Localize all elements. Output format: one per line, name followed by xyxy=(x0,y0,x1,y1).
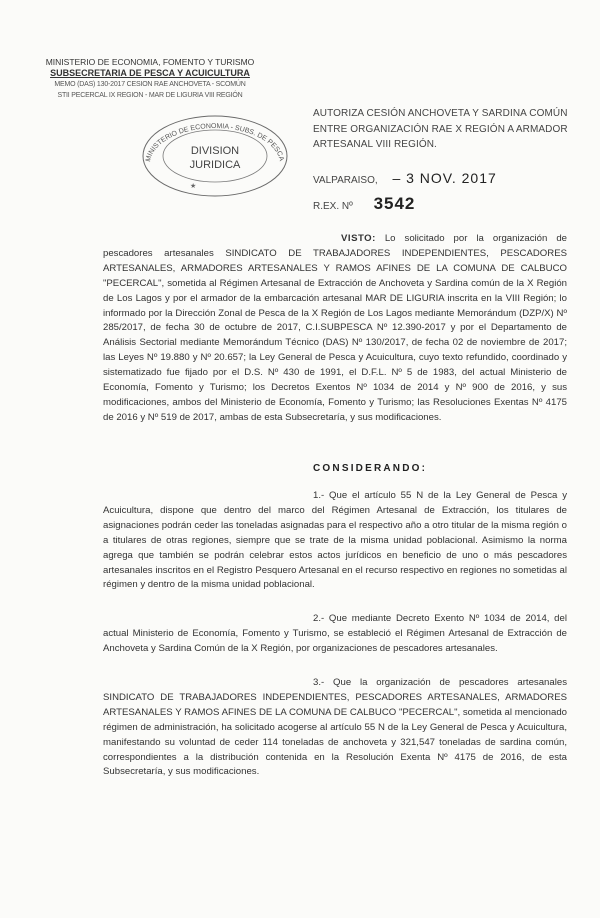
visto-paragraph xyxy=(103,232,567,426)
date-stamp: – 3 NOV. 2017 xyxy=(392,170,497,186)
resolution-number xyxy=(313,194,415,214)
visto-text: Lo solicitado por la organización de pescadores artesanales SINDICATO DE TRABAJADORES INDEPENDIENTES, PESCADORES ARTESANALES, ARMADORES ARTESANALES Y RAMOS AFINES DE LA COMUNA DE CALBUCO "PECERCAL", sometida al Régimen Artesanal de Extracción de Anchoveta y Sardina común de la X Región de Los Lagos y por el armador de la embarcación artesanal MAR DE LIGURIA inscrita en la VIII Región; lo informado por la Dirección Zonal de Pesca de la X Región de Los Lagos mediante Memorándum (DZP/X) Nº 285/2017, de fecha 30 de octubre de 2017, C.I.SUBPESCA Nº 12.390-2017 y por el Departamento de Análisis Sectorial mediante Memorándum Técnico (DAS) Nº 130/2017, de fecha 02 de noviembre de 2017; las Leyes Nº 19.880 y Nº 20.657; la Ley General de Pesca y Acuicultura, cuyo texto refundido, coordinado y sistematizado fue fijado por el D.S. Nº 430 de 1991, el D.F.L. Nº 5 de 1983, del actual Ministerio de Economía, Fomento y Turismo; los Decretos Exentos Nº 1034 de 2014 y Nº 900 de 2016, y sus modificaciones, ambos del Ministerio de Economía, Fomento y Turismo; las Resoluciones Exentas Nº 4175 de 2016 y Nº 519 de 2017, ambas de esta Subsecretaría, y sus modificaciones. xyxy=(103,233,568,423)
ministry-name: MINISTERIO DE ECONOMIA, FOMENTO Y TURISMO xyxy=(45,57,255,67)
resolution-subject: AUTORIZA CESIÓN ANCHOVETA Y SARDINA COMÚN ENTRE ORGANIZACIÓN RAE X REGIÓN A ARMADOR ARTESANAL VIII REGIÓN. xyxy=(313,108,568,150)
considerando-paragraph-3: 3.- Que la organización de pescadores artesanales SINDICATO DE TRABAJADORES INDEPENDIENTES, PESCADORES ARTESANALES, ARMADORES ARTESANALES Y RAMOS AFINES DE LA COMUNA DE CALBUCO "PECERCAL", sometida al mencionado régimen de administración, ha solicitado acogerse al artículo 55 N de la Ley General de Pesca y Acuicultura, manifestando su voluntad de ceder 114 toneladas de anchoveta y 321,547 toneladas de sardina común, correspondientes a la distribución contenida en la Resolución Exenta Nº 4175 de 2016, de esta Subsecretaría, y sus modificaciones. xyxy=(103,677,567,778)
considerando-paragraph-1: 1.- Que el artículo 55 N de la Ley General de Pesca y Acuicultura, dispone que dentro del marco del Régimen Artesanal de Extracción, los titulares de asignaciones podrán ceder las toneladas asignadas para el respectivo año a otro titular de la misma región o a titulares de otras regiones, siempre que se trate de la misma unidad poblacional. Asimismo la norma agrega que también se podrán celebrar estos actos jurídicos en beneficio de uno o más pescadores artesanales inscritos en el Registro Pesquero Artesanal en el recurso respectivo en regiones no sometidas al régimen y dentro de la misma unidad poblacional. xyxy=(103,490,567,591)
considerando-paragraph-2: 2.- Que mediante Decreto Exento Nº 1034 de 2014, del actual Ministerio de Economía, Fomento y Turismo, se estableció el Régimen Artesanal de Extracción de Anchoveta y Sardina Común de la X Región, por organizaciones de pescadores artesanales. xyxy=(103,613,567,654)
star-icon: ★ xyxy=(190,183,197,190)
rex-number: 3542 xyxy=(373,194,416,213)
visto-label: VISTO: xyxy=(341,233,376,244)
reference-line-2: STII PECERCAL IX REGION - MAR DE LIGURIA VIII REGIÓN xyxy=(57,92,243,99)
considerando-heading: CONSIDERANDO: xyxy=(313,463,428,474)
place: VALPARAISO, xyxy=(313,175,378,186)
stamp-juridica: JURIDICA xyxy=(189,159,241,171)
division-juridica-stamp xyxy=(140,114,290,198)
stamp-division: DIVISION xyxy=(190,145,240,157)
subsecretaria-name: SUBSECRETARIA DE PESCA Y ACUICULTURA xyxy=(50,68,250,78)
place-date xyxy=(313,170,497,186)
stamp-ring-text: MINISTERIO DE ECONOMIA - SUBS. DE PESCA xyxy=(145,122,285,163)
rex-label: R.EX. Nº xyxy=(313,201,353,212)
reference-line-1: MEMO (DAS) 130-2017 CESION RAE ANCHOVETA - SCOMÚN xyxy=(54,81,246,88)
letterhead xyxy=(20,57,280,101)
